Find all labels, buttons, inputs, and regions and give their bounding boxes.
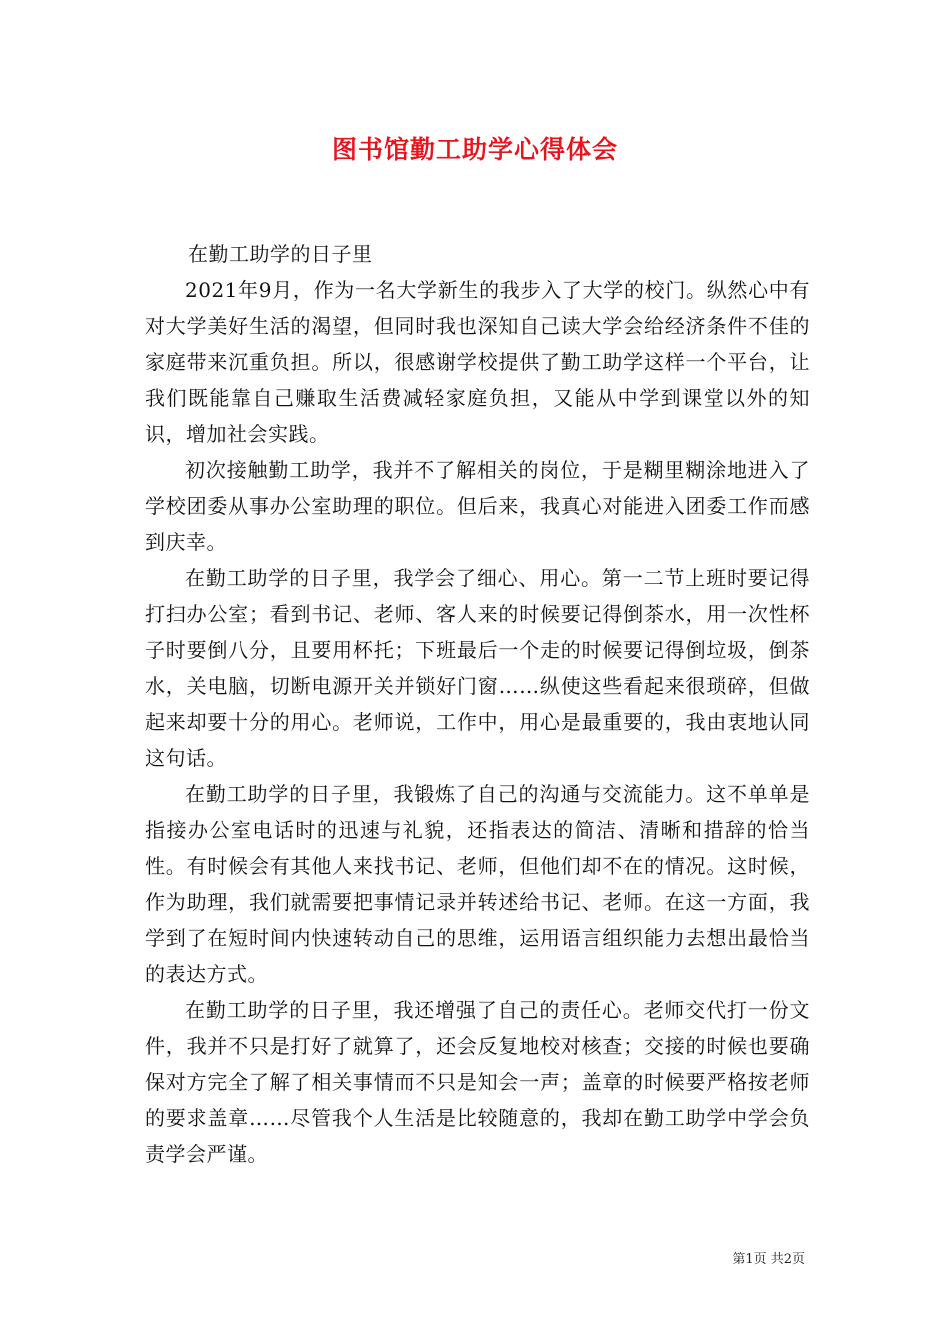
paragraph: 在勤工助学的日子里，我学会了细心、用心。第一二节上班时要记得打扫办公室；看到书记、老师、客人来的时候要记得倒茶水，用一次性杯子时要倒八分，且要用杯托；下班最后一个走的时候要记得倒垃圾，倒茶水，关电脑，切断电源开关并锁好门窗……纵使这些看起来很琐碎，但做起来却要十分的用心。老师说，工作中，用心是最重要的，我由衷地认同这句话。 — [145, 566, 810, 770]
page-number: 第1页 共2页 — [732, 1252, 805, 1267]
paragraph: 在勤工助学的日子里，我还增强了自己的责任心。老师交代打一份文件，我并不只是打好了就算了，还会反复地校对核查；交接的时候也要确保对方完全了解了相关事情而不只是知会一声；盖章的时候要严格按老师的要求盖章……尽管我个人生活是比较随意的，我却在勤工助学中学会负责学会严谨。 — [145, 998, 810, 1166]
paragraph: 在勤工助学的日子里，我锻炼了自己的沟通与交流能力。这不单单是指接办公室电话时的迅速与礼貌，还指表达的简洁、清晰和措辞的恰当性。有时候会有其他人来找书记、老师，但他们却不在的情况。这时候，作为助理，我们就需要把事情记录并转述给书记、老师。在这一方面，我学到了在短时间内快速转动自己的思维，运用语言组织能力去想出最恰当的表达方式。 — [145, 782, 810, 986]
paragraph: 在勤工助学的日子里 — [188, 242, 373, 266]
document-title: 图书馆勤工助学心得体会 — [331, 135, 618, 164]
paragraph: 2021年9月，作为一名大学新生的我步入了大学的校门。纵然心中有对大学美好生活的渴望，但同时我也深知自己读大学会给经济条件不佳的家庭带来沉重负担。所以，很感谢学校提供了勤工助学这样一个平台，让我们既能靠自己赚取生活费减轻家庭负担，又能从中学到课堂以外的知识，增加社会实践。 — [145, 278, 810, 446]
document-body — [145, 236, 810, 1172]
paragraph: 初次接触勤工助学，我并不了解相关的岗位，于是糊里糊涂地进入了学校团委从事办公室助理的职位。但后来，我真心对能进入团委工作而感到庆幸。 — [145, 458, 810, 554]
